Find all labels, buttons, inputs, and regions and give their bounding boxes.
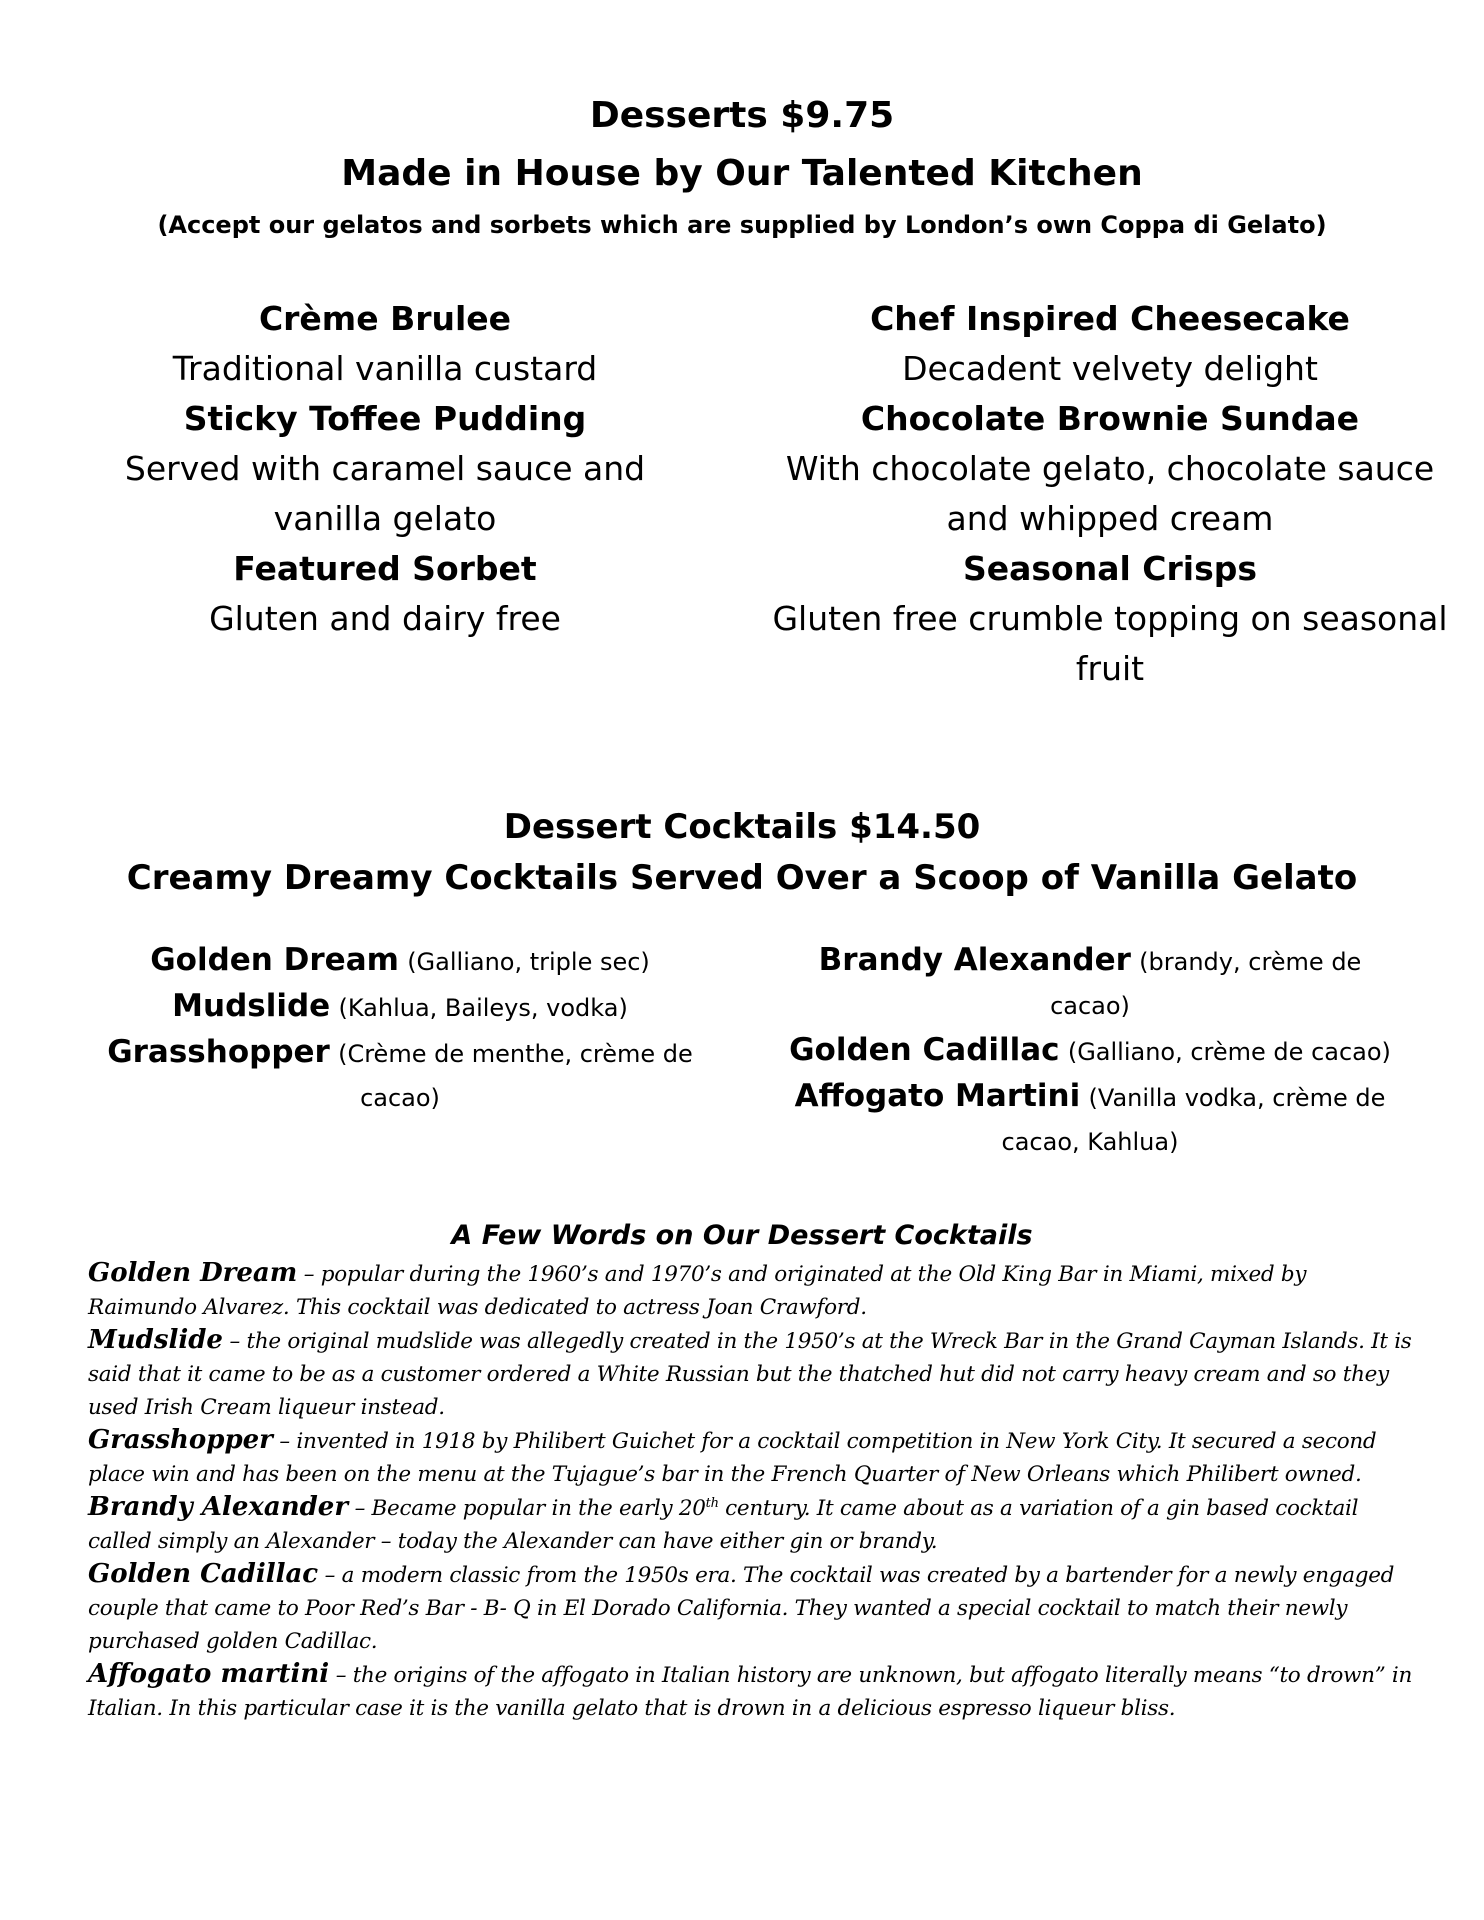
- dessert-name: Chocolate Brownie Sundae: [860, 399, 1360, 438]
- story-text: – Became popular in the early 20: [348, 1496, 706, 1521]
- desserts-subtitle: Made in House by Our Talented Kitchen: [341, 153, 1143, 194]
- dessert-description: With chocolate gelato, chocolate sauce and whipped cream: [785, 449, 1435, 538]
- desserts-left-column: [70, 294, 700, 644]
- dessert-name: Chef Inspired Cheesecake: [870, 299, 1350, 338]
- story-paragraph: [88, 1658, 1418, 1725]
- cocktail-ingredients: (Vanilla vodka, crème de cacao, Kahlua): [1001, 1084, 1386, 1156]
- cocktail-ingredients: (Galliano, triple sec): [407, 948, 650, 976]
- dessert-name: Seasonal Crisps: [962, 549, 1257, 588]
- cocktail-item: [785, 1028, 1395, 1074]
- words-title: A Few Words on Our Dessert Cocktails: [451, 1220, 1033, 1251]
- story-name: Mudslide: [88, 1325, 223, 1355]
- cocktail-name: Golden Dream: [150, 942, 399, 978]
- cocktail-stories: [88, 1257, 1418, 1725]
- cocktail-name: Golden Cadillac: [789, 1032, 1060, 1068]
- story-superscript: th: [705, 1495, 719, 1511]
- cocktails-right-column: [785, 938, 1395, 1164]
- cocktail-name: Brandy Alexander: [818, 942, 1131, 978]
- story-name: Brandy Alexander: [88, 1492, 349, 1522]
- cocktails-title: Dessert Cocktails $14.50: [503, 807, 981, 847]
- story-paragraph: [88, 1324, 1418, 1424]
- dessert-description: Gluten and dairy free: [209, 599, 561, 638]
- story-text: – the original mudslide was allegedly created in the 1950’s at the Wreck Bar in the Grand Cayman Islands. It is said that it came to be as a customer ordered a White Russian but the thatched hut did not carry heavy cream and so they used Irish Cream liqueur instead.: [88, 1329, 1412, 1420]
- dessert-name: Crème Brulee: [258, 299, 512, 338]
- story-paragraph: [88, 1257, 1418, 1324]
- story-text: – popular during the 1960’s and 1970’s and originated at the Old King Bar in Miami, mixed by Raimundo Alvarez. This cocktail was dedicated to actress Joan Crawford.: [88, 1262, 1307, 1320]
- dessert-description: Served with caramel sauce and vanilla gelato: [124, 449, 646, 538]
- story-name: Grasshopper: [88, 1425, 273, 1455]
- story-paragraph: [88, 1424, 1418, 1491]
- cocktail-name: Affogato Martini: [794, 1078, 1081, 1114]
- story-paragraph: [88, 1558, 1418, 1658]
- cocktail-ingredients: (Crème de menthe, crème de cacao): [338, 1040, 693, 1112]
- story-text: – the origins of the affogato in Italian history are unknown, but affogato literally means “to drown” in Italian. In this particular case it is the vanilla gelato that is drown in a delicious espresso liqueur bliss.: [88, 1663, 1413, 1721]
- cocktails-left-column: [95, 938, 705, 1120]
- cocktails-subtitle: Creamy Dreamy Cocktails Served Over a Scoop of Vanilla Gelato: [126, 858, 1358, 898]
- cocktail-name: Mudslide: [172, 988, 331, 1024]
- dessert-description: Traditional vanilla custard: [172, 349, 598, 388]
- dessert-name: Featured Sorbet: [233, 549, 537, 588]
- desserts-note: (Accept our gelatos and sorbets which are supplied by London’s own Coppa di Gelato): [157, 211, 1327, 239]
- cocktail-item: [95, 1030, 705, 1120]
- desserts-right-column: [770, 294, 1450, 694]
- story-text: – invented in 1918 by Philibert Guichet for a cocktail competition in New York City. It secured a second place win and has been on the menu at the Tujague’s bar in the French Quarter of New Orleans which Philibert owned.: [88, 1429, 1377, 1487]
- story-name: Affogato martini: [88, 1659, 330, 1689]
- dessert-description: Decadent velvety delight: [902, 349, 1318, 388]
- story-paragraph: [88, 1491, 1418, 1558]
- story-text: – a modern classic from the 1950s era. The cocktail was created by a bartender for a newly engaged couple that came to Poor Red’s Bar - B- Q in El Dorado California. They wanted a special cocktail to match their newly purchased golden Cadillac.: [88, 1563, 1395, 1654]
- desserts-title: Desserts $9.75: [589, 95, 895, 136]
- story-name: Golden Cadillac: [88, 1559, 319, 1589]
- dessert-description: Gluten free crumble topping on seasonal fruit: [772, 599, 1448, 688]
- story-text: century. It came about as a variation of a gin based cocktail called simply an Alexander – today the Alexander can have either gin or brandy.: [88, 1496, 1359, 1554]
- cocktail-ingredients: (brandy, crème de cacao): [1050, 948, 1362, 1020]
- story-name: Golden Dream: [88, 1258, 298, 1288]
- dessert-name: Sticky Toffee Pudding: [183, 399, 587, 438]
- cocktail-ingredients: (Kahlua, Baileys, vodka): [338, 994, 628, 1022]
- cocktail-item: [785, 1074, 1395, 1164]
- cocktail-item: [95, 938, 705, 984]
- cocktail-item: [785, 938, 1395, 1028]
- cocktail-item: [95, 984, 705, 1030]
- cocktail-ingredients: (Galliano, crème de cacao): [1067, 1038, 1391, 1066]
- cocktail-name: Grasshopper: [107, 1034, 330, 1070]
